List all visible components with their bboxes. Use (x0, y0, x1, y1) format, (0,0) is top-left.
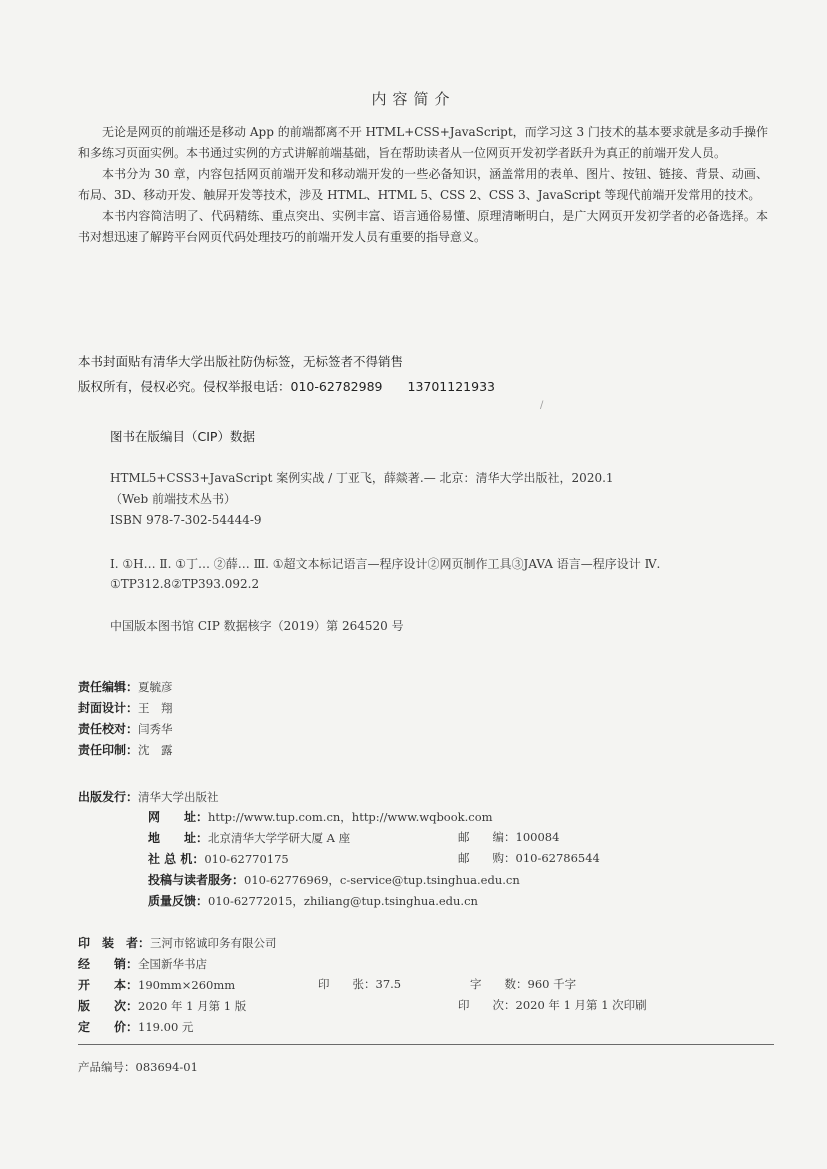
distributor (78, 955, 207, 972)
sheets (318, 976, 401, 992)
scan-mark: / (540, 400, 544, 411)
format-value: 190mm×260mm (138, 978, 236, 992)
word-count (470, 976, 576, 992)
publisher-mail-order (458, 850, 600, 866)
staff-print (78, 739, 173, 758)
impression-value: 2020 年 1 月第 1 次印刷 (515, 998, 647, 1012)
staff-cover-value: 王 翔 (138, 701, 173, 715)
printer-value: 三河市铭诚印务有限公司 (150, 936, 277, 950)
format-label: 开 本： (78, 978, 139, 992)
printer-label: 印 装 者： (78, 936, 151, 950)
cip-title-line: HTML5+CSS3+JavaScript 案例实战 / 丁亚飞，薛燚著.— 北京：清华大学出版社，2020.1 (110, 471, 614, 485)
publisher-switchboard-label: 社 总 机： (148, 852, 205, 866)
format (78, 976, 235, 993)
publisher-address (148, 829, 350, 846)
price-value: 119.00 元 (138, 1020, 194, 1034)
publisher-address-label: 地 址： (148, 831, 209, 845)
publisher-web (148, 808, 493, 825)
publisher-label: 出版发行： (78, 790, 139, 804)
publisher-mail-order-label: 邮 购： (458, 851, 516, 865)
cip-heading: 图书在版编目（CIP）数据 (110, 429, 255, 444)
publisher-switchboard-value: 010-62770175 (204, 852, 289, 866)
distributor-value: 全国新华书店 (138, 957, 208, 971)
publisher-web-label: 网 址： (148, 810, 209, 824)
staff-editor-value: 夏毓彦 (138, 680, 173, 694)
staff-proof-label: 责任校对： (78, 722, 139, 736)
copyright-notice: 版权所有，侵权必究。侵权举报电话：010-62782989 13701121933 (78, 379, 495, 394)
publisher (78, 786, 219, 805)
cip-block (110, 468, 780, 531)
sheets-label: 印 张： (318, 977, 376, 991)
word-count-label: 字 数： (470, 977, 528, 991)
staff-editor (78, 676, 173, 695)
section-divider (78, 1044, 774, 1045)
publisher-switchboard (148, 850, 289, 867)
product-code-value: 083694-01 (135, 1060, 198, 1074)
cip-series-line: （Web 前端技术丛书） (110, 492, 236, 506)
staff-print-label: 责任印制： (78, 743, 139, 757)
publisher-zip-label: 邮 编： (458, 830, 516, 844)
edition (78, 997, 246, 1014)
sheets-value: 37.5 (375, 977, 402, 991)
publisher-mail-order-value: 010-62786544 (515, 851, 600, 865)
page-title: 内容简介 (371, 90, 456, 108)
publisher-quality-value: 010-62772015，zhiliang@tup.tsinghua.edu.cn (208, 894, 478, 908)
publisher-zip (458, 829, 559, 845)
intro-text (78, 122, 768, 248)
impression-label: 印 次： (458, 998, 516, 1012)
staff-print-value: 沈 露 (138, 743, 173, 757)
staff-cover (78, 697, 173, 716)
publisher-web-value: http://www.tup.com.cn，http://www.wqbook.com (208, 810, 493, 824)
distributor-label: 经 销： (78, 957, 139, 971)
impression (458, 997, 647, 1013)
staff-editor-label: 责任编辑： (78, 680, 139, 694)
cip-classification: Ⅰ. ①H… Ⅱ. ①丁… ②薛… Ⅲ. ①超文本标记语言—程序设计②网页制作工具③JAVA 语言—程序设计 Ⅳ. ①TP312.8②TP393.092.2 (110, 557, 661, 591)
product-code-label: 产品编号： (78, 1060, 136, 1074)
publisher-zip-value: 100084 (515, 830, 560, 844)
staff-proof-value: 闫秀华 (138, 722, 173, 736)
publisher-quality-label: 质量反馈： (148, 894, 209, 908)
word-count-value: 960 千字 (527, 977, 577, 991)
edition-label: 版 次： (78, 999, 139, 1013)
cip-record: 中国版本图书馆 CIP 数据核字（2019）第 264520 号 (110, 619, 404, 633)
product-code (78, 1059, 198, 1075)
intro-paragraph-3: 本书内容简洁明了、代码精练、重点突出、实例丰富、语言通俗易懂、原理清晰明白，是广大网页开发初学者的必备选择。本书对想迅速了解跨平台网页代码处理技巧的前端开发人员有重要的指导意义。 (78, 209, 768, 244)
publisher-quality (148, 892, 478, 909)
cip-isbn-line: ISBN 978-7-302-54444-9 (110, 513, 262, 527)
printer (78, 934, 277, 951)
intro-paragraph-1: 无论是网页的前端还是移动 App 的前端都离不开 HTML+CSS+JavaScript，而学习这 3 门技术的基本要求就是多动手操作和多练习页面实例。本书通过实例的方式讲解前端基础，旨在帮助读者从一位网页开发初学者跃升为真正的前端开发人员。 (78, 125, 768, 160)
publisher-service-label: 投稿与读者服务： (148, 873, 245, 887)
publisher-address-value: 北京清华大学学研大厦 A 座 (208, 831, 351, 845)
price-label: 定 价： (78, 1020, 139, 1034)
staff-proof (78, 718, 173, 737)
edition-value: 2020 年 1 月第 1 版 (138, 999, 247, 1013)
price (78, 1018, 193, 1035)
anti-counterfeit-notice: 本书封面贴有清华大学出版社防伪标签，无标签者不得销售 (78, 354, 404, 369)
publisher-name: 清华大学出版社 (138, 790, 219, 804)
intro-paragraph-2: 本书分为 30 章，内容包括网页前端开发和移动端开发的一些必备知识，涵盖常用的表单、图片、按钮、链接、背景、动画、布局、3D、移动开发、触屏开发等技术，涉及 HTML、HTML 5、CSS 2、CSS 3、JavaScript 等现代前端开发常用的技术。 (78, 167, 768, 202)
staff-cover-label: 封面设计： (78, 701, 139, 715)
publisher-service-value: 010-62776969，c-service@tup.tsinghua.edu.cn (244, 873, 520, 887)
publisher-service (148, 871, 520, 888)
